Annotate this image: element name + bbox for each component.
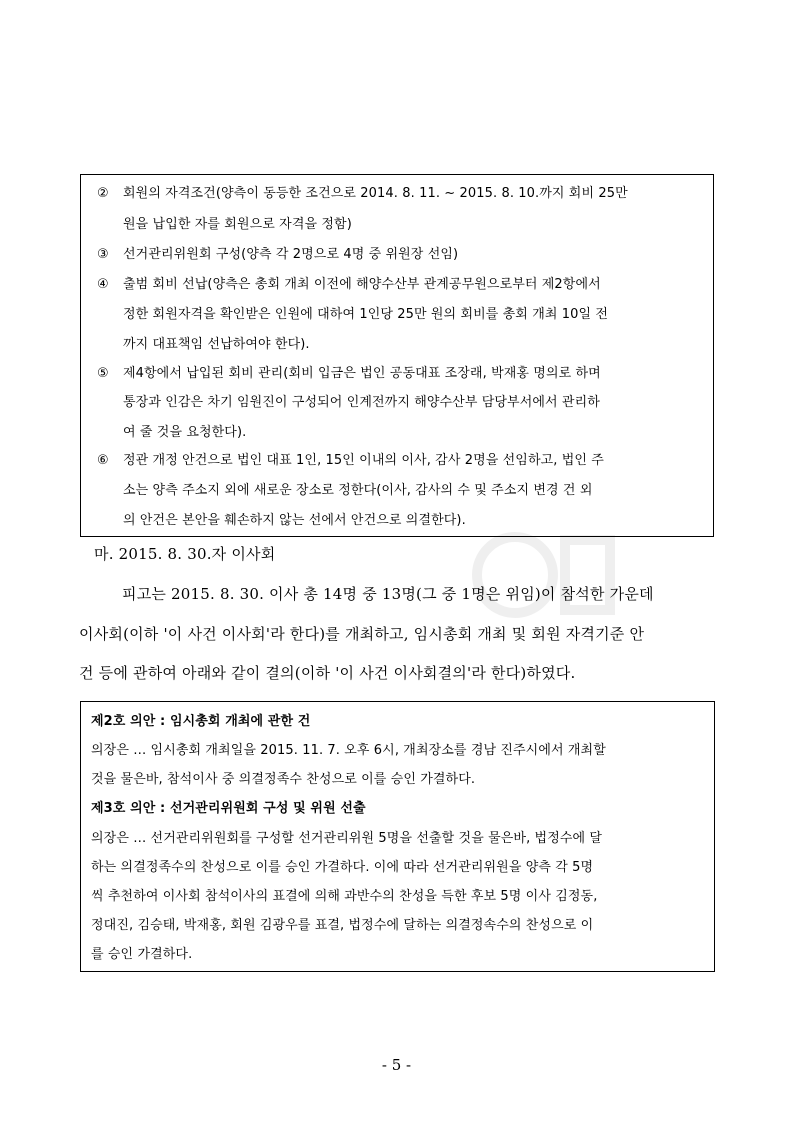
agenda-3-title: 제3호 의안 : 선거관리위원회 구성 및 위원 선출 (91, 801, 366, 816)
section-paragraph-line-2: 이사회(이하 '이 사건 이사회'라 한다)를 개최하고, 임시총회 개최 및 회원 자격기준 안 (79, 625, 645, 643)
item-6-line-2: 소는 양측 주소지 외에 새로운 장소로 정한다(이사, 감사의 수 및 주소지 변경 건 외 (123, 483, 593, 498)
item-2-line-2: 원을 납입한 자를 회원으로 자격을 정함) (123, 217, 352, 232)
agenda-2-line-1: 의장은 … 임시총회 개최일을 2015. 11. 7. 오후 6시, 개최장소를 경남 진주시에서 개최할 (91, 743, 606, 758)
item-4-line-2: 정한 회원자격을 확인받은 인원에 대하여 1인당 25만 원의 회비를 총회 개최 10일 전 (123, 307, 609, 322)
item-4-line-3: 까지 대표책임 선납하여야 한다). (123, 337, 310, 352)
agenda-3-line-3: 씩 추천하여 이사회 참석이사의 표결에 의해 과반수의 찬성을 득한 후보 5명 이사 김정동, (91, 889, 598, 904)
item-6-line-1: ⑥ 정관 개정 안건으로 법인 대표 1인, 15인 이내의 이사, 감사 2명을 선임하고, 법인 주 (97, 453, 604, 468)
page-number: - 5 - (381, 1056, 412, 1074)
agenda-3-line-5: 를 승인 가결하다. (91, 947, 193, 962)
item-3-line-1: ③ 선거관리위원회 구성(양측 각 2명으로 4명 중 위원장 선임) (97, 247, 459, 262)
item-6-line-3: 의 안건은 본안을 훼손하지 않는 선에서 안건으로 의결한다). (123, 513, 466, 528)
item-2-line-1: ② 회원의 자격조건(양측이 동등한 조건으로 2014. 8. 11. ~ 2015. 8. 10.까지 회비 25만 (97, 186, 628, 201)
agenda-3-line-1: 의장은 … 선거관리위원회를 구성할 선거관리위원 5명을 선출할 것을 물은바, 법정수에 달 (91, 831, 603, 846)
item-5-line-1: ⑤ 제4항에서 납입된 회비 관리(회비 입금은 법인 공동대표 조장래, 박재홍 명의로 하며 (97, 366, 601, 381)
agenda-2-title: 제2호 의안 : 임시총회 개최에 관한 건 (91, 714, 311, 729)
agenda-3-line-4: 정대진, 김승태, 박재홍, 회원 김광우를 표결, 법정수에 달하는 의결정속수의 찬성으로 이 (91, 918, 594, 933)
agenda-2-line-2: 것을 물은바, 참석이사 중 의결정족수 찬성으로 이를 승인 가결하다. (91, 772, 476, 787)
section-paragraph-line-3: 건 등에 관하여 아래와 같이 결의(이하 '이 사건 이사회결의'라 한다)하였다. (79, 664, 576, 682)
item-4-line-1: ④ 출범 회비 선납(양측은 총회 개최 이전에 해양수산부 관계공무원으로부터 제2항에서 (97, 277, 601, 292)
item-5-line-2: 통장과 인감은 차기 임원진이 구성되어 인계전까지 해양수산부 담당부서에서 관리하 (123, 395, 600, 410)
item-5-line-3: 여 줄 것을 요청한다). (123, 425, 247, 440)
watermark-logo (470, 530, 620, 620)
section-paragraph-line-1: 피고는 2015. 8. 30. 이사 총 14명 중 13명(그 중 1명은 위임)이 참석한 가운데 (122, 585, 654, 603)
agenda-3-line-2: 하는 의결정족수의 찬성으로 이를 승인 가결하다. 이에 따라 선거관리위원을 양측 각 5명 (91, 860, 594, 875)
section-heading: 마. 2015. 8. 30.자 이사회 (94, 545, 276, 563)
